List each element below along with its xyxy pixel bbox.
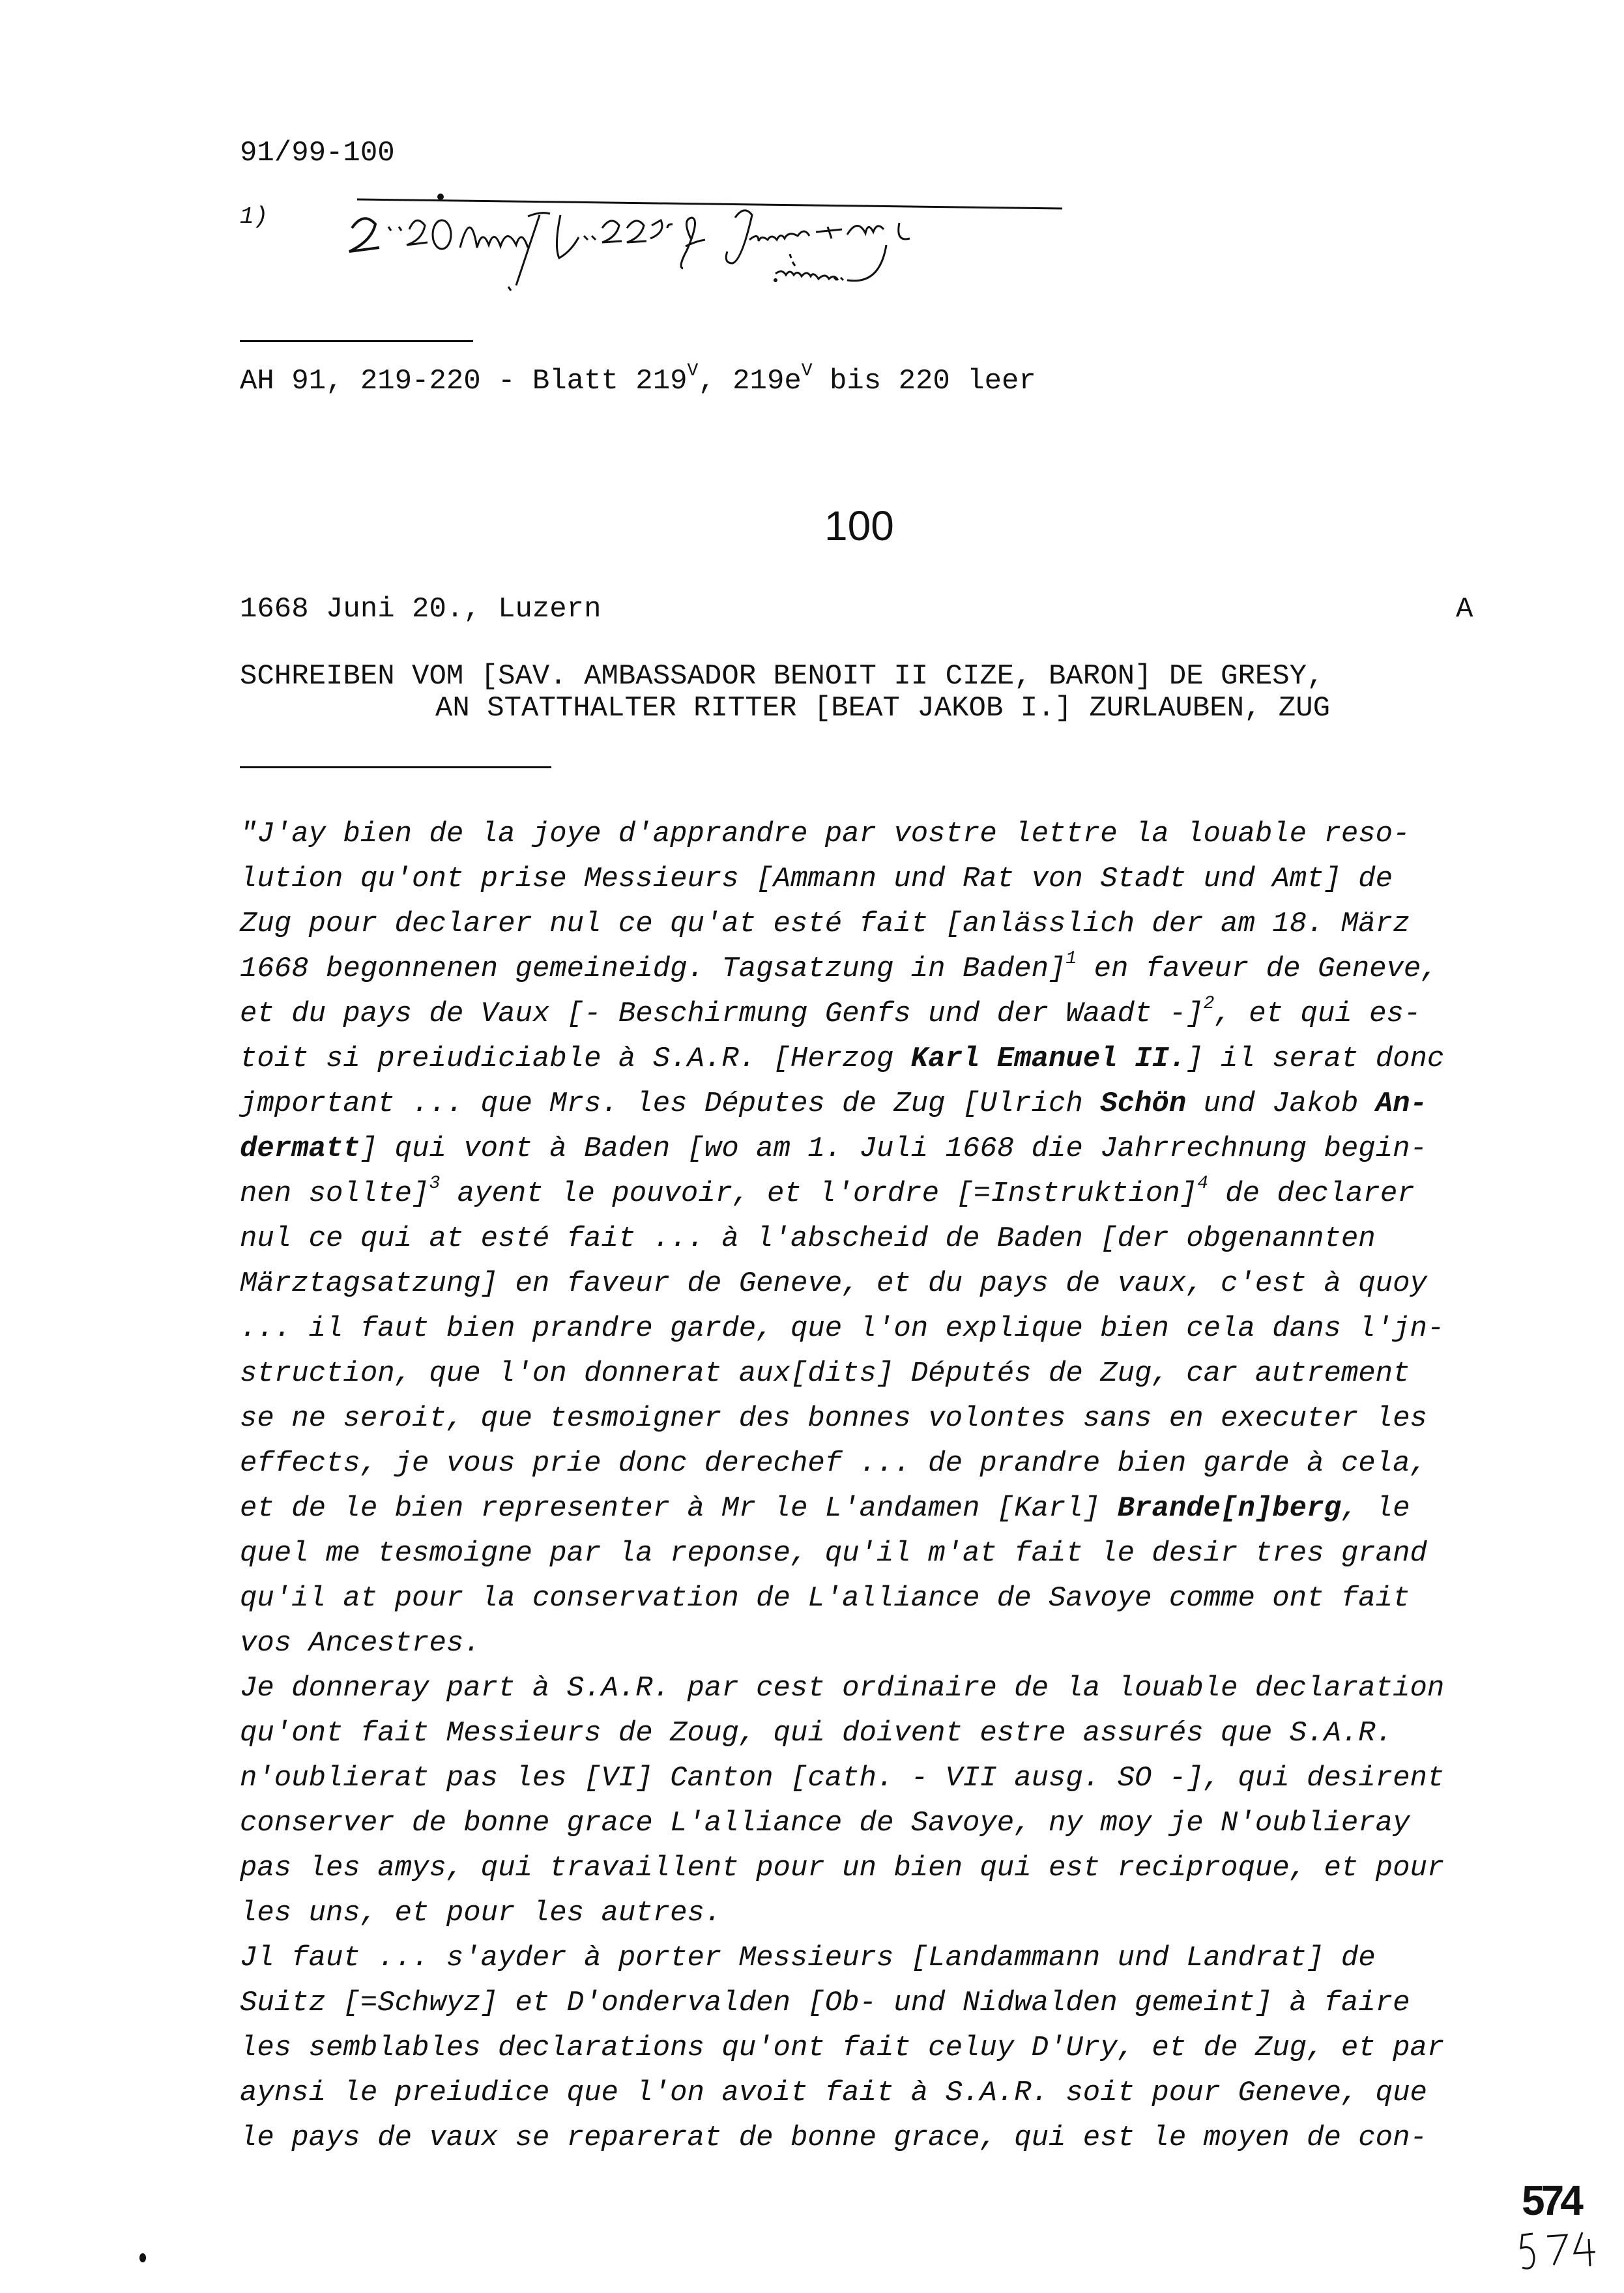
letter-body [240, 812, 1485, 2161]
text-line: effects, je vous prie donc derechef ... de prandre bien garde à cela, [240, 1447, 1427, 1480]
text-line: se ne seroit, que tesmoigner des bonnes volontes sans en executer les [240, 1402, 1427, 1435]
document-number: 100 [824, 502, 894, 549]
text-line: qu'ont fait Messieurs de Zoug, qui doivent estre assurés que S.A.R. [240, 1717, 1393, 1750]
margin-dot [139, 2253, 146, 2262]
text-line: "J'ay bien de la joye d'apprandre par vostre lettre la louable reso- [240, 818, 1410, 850]
date-place: 1668 Juni 20., Luzern [240, 593, 602, 626]
footnote-ref: 1 [1066, 949, 1077, 970]
text-line: Je donneray part à S.A.R. par cest ordinaire de la louable declaration [240, 1672, 1445, 1705]
text-line: Märztagsatzung] en faveur de Geneve, et du pays de vaux, c'est à quoy [240, 1267, 1427, 1300]
text-line: lution qu'ont prise Messieurs [Ammann und Rat von Stadt und Amt] de [240, 863, 1393, 895]
footnote-mark: 1) [240, 203, 268, 230]
text-line: jmportant ... que Mrs. les Députes de Zug [Ulrich Schön und Jakob An- [240, 1088, 1427, 1120]
text-line: Suitz [=Schwyz] et D'ondervalden [Ob- und Nidwalden gemeint] à faire [240, 1987, 1410, 2019]
text-line: struction, que l'on donnerat aux[dits] Députés de Zug, car autrement [240, 1357, 1410, 1390]
text-line: les semblables declarations qu'ont fait celuy D'Ury, et de Zug, et par [240, 2032, 1445, 2064]
document-title-line-1: SCHREIBEN VOM [SAV. AMBASSADOR BENOIT II CIZE, BARON] DE GRESY, [240, 660, 1324, 693]
text-line: et de le bien representer à Mr le L'andamen [Karl] Brande[n]berg, le [240, 1492, 1410, 1525]
source-reference: AH 91, 219-220 - Blatt $219^V$, $219e^V$ bis 220 leer [240, 361, 1036, 397]
text-line: n'oublierat pas les [VI] Canton [cath. - VII ausg. SO -], qui desirent [240, 1762, 1445, 1795]
person-name: Schön [1100, 1088, 1187, 1120]
handwritten-annotation [326, 189, 1075, 306]
person-name: Brande[n]berg [1117, 1492, 1341, 1525]
person-name: Karl Emanuel II. [910, 1043, 1187, 1075]
document-grade: A [1456, 593, 1473, 626]
text-line: Jl faut ... s'ayder à porter Messieurs [Landammann und Landrat] de [240, 1942, 1376, 1974]
footnote-ref: 3 [429, 1174, 441, 1194]
document-title-line-2: AN STATTHALTER RITTER [BEAT JAKOB I.] ZURLAUBEN, ZUG [435, 692, 1331, 725]
header-divider [240, 340, 473, 342]
footnote-ref: 4 [1197, 1174, 1208, 1194]
text-line: ... il faut bien prandre garde, que l'on explique bien cela dans l'jn- [240, 1312, 1445, 1345]
text-line: nul ce qui at esté fait ... à l'abscheid de Baden [der obgenannten [240, 1222, 1376, 1255]
text-line: quel me tesmoigne par la reponse, qu'il m'at fait le desir tres grand [240, 1537, 1427, 1570]
text-line: pas les amys, qui travaillent pour un bien qui est reciproque, et pour [240, 1852, 1445, 1884]
page-reference: 91/99-100 [240, 137, 395, 169]
text-line: et du pays de Vaux [- Beschirmung Genfs und der Waadt -]$^2$, et qui es- [240, 994, 1421, 1030]
text-line: dermatt] qui vont à Baden [wo am 1. Juli 1668 die Jahrrechnung begin- [240, 1132, 1427, 1165]
text-line: Zug pour declarer nul ce qu'at esté fait [anlässlich der am 18. März [240, 908, 1410, 940]
text-line: conserver de bonne grace L'alliance de Savoye, ny moy je N'oublieray [240, 1807, 1410, 1839]
text-line: nen sollte]$^3$ ayent le pouvoir, et l'ordre [=Instruktion]$^4$ de declarer [240, 1174, 1415, 1210]
text-line: toit si preiudiciable à S.A.R. [Herzog Karl Emanuel II.] il serat donc [240, 1043, 1445, 1075]
text-line: le pays de vaux se reparerat de bonne grace, qui est le moyen de con- [240, 2122, 1427, 2154]
footnote-ref: 2 [1203, 994, 1215, 1015]
text-line: vos Ancestres. [240, 1627, 481, 1660]
text-line: aynsi le preiudice que l'on avoit fait à S.A.R. soit pour Geneve, que [240, 2077, 1427, 2109]
archive-stamp: 574 [1522, 2177, 1580, 2224]
handwritten-page-number [1518, 2227, 1603, 2273]
text-line: les uns, et pour les autres. [240, 1897, 722, 1929]
title-divider [240, 766, 551, 768]
text-line: 1668 begonnenen gemeineidg. Tagsatzung in Baden]$^1$ en faveur de Geneve, [240, 949, 1438, 985]
person-name: dermatt [240, 1132, 360, 1165]
text-line: qu'il at pour la conservation de L'alliance de Savoye comme ont fait [240, 1582, 1410, 1615]
person-name: An- [1375, 1088, 1427, 1120]
